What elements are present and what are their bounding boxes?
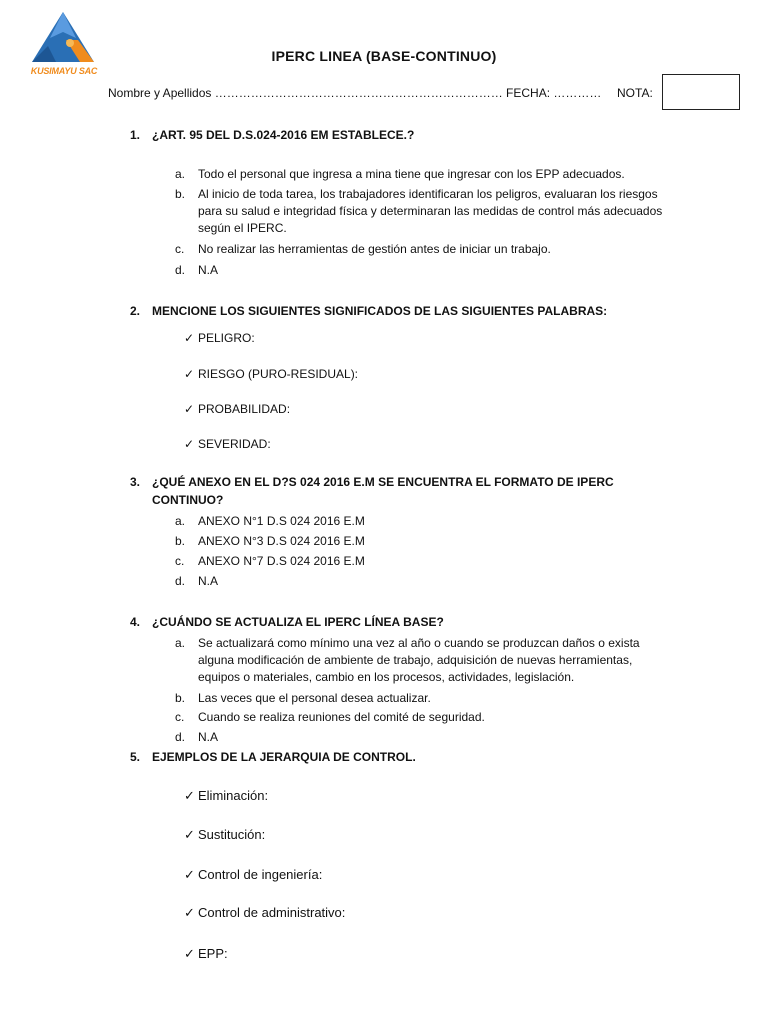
option-text: ANEXO N°3 D.S 024 2016 E.M (198, 534, 365, 548)
checkmark-icon: ✓ (184, 331, 195, 345)
option-letter: c. (175, 710, 185, 724)
check-item-sustitucion (184, 826, 265, 843)
check-item-riesgo (184, 366, 358, 383)
question-number: 1. (130, 128, 141, 142)
option-text: Las veces que el personal desea actualizar. (198, 691, 431, 705)
check-label: RIESGO (PURO-RESIDUAL): (198, 367, 359, 381)
name-date-field: Nombre y Apellidos ……………………………………………………………… FECHA: ………… (108, 86, 602, 100)
check-item-severidad (184, 436, 271, 453)
option-text: Al inicio de toda tarea, los trabajadores identificaran los peligros, evaluaran los riesgos para su salud e integridad física y determinaran las medidas de control más adecuados según el IPERC. (198, 187, 663, 235)
question-number: 4. (130, 615, 141, 629)
option-text: Se actualizará como mínimo una vez al año o cuando se produzcan daños o exista alguna modificación de ambiente de trabajo, adquisición de nuevas herramientas, equipos o materiales, cambio en los procesos, actividades, legislación. (198, 636, 640, 684)
checkmark-icon: ✓ (184, 402, 195, 416)
option-letter: a. (175, 514, 186, 528)
check-item-eliminacion (184, 787, 268, 804)
option-letter: d. (175, 574, 186, 588)
option-text: N.A (198, 574, 219, 588)
option-letter: b. (175, 187, 186, 201)
question-number: 3. (130, 475, 141, 489)
option-text: Todo el personal que ingresa a mina tiene que ingresar con los EPP adecuados. (198, 167, 625, 181)
check-label: Control de ingeniería: (198, 867, 323, 882)
question-text: ¿QUÉ ANEXO EN EL D?S 024 2016 E.M SE ENCUENTRA EL FORMATO DE IPERC CONTINUO? (152, 475, 614, 507)
check-label: PROBABILIDAD: (198, 402, 291, 416)
option-text: Cuando se realiza reuniones del comité de seguridad. (198, 710, 485, 724)
nota-box (662, 74, 740, 110)
check-item-probabilidad (184, 401, 290, 418)
checkmark-icon: ✓ (184, 867, 195, 882)
question-number: 2. (130, 304, 141, 318)
question-text: ¿CUÁNDO SE ACTUALIZA EL IPERC LÍNEA BASE? (152, 615, 444, 629)
checkmark-icon: ✓ (184, 827, 195, 842)
checkmark-icon: ✓ (184, 437, 195, 451)
check-label: Sustitución: (198, 827, 266, 842)
option-text: ANEXO N°1 D.S 024 2016 E.M (198, 514, 365, 528)
option-letter: a. (175, 636, 186, 650)
question-text: MENCIONE LOS SIGUIENTES SIGNIFICADOS DE LAS SIGUIENTES PALABRAS: (152, 304, 608, 318)
option-letter: b. (175, 534, 186, 548)
option-letter: b. (175, 691, 186, 705)
check-item-ingenieria (184, 866, 322, 883)
check-label: Eliminación: (198, 788, 269, 803)
option-text: N.A (198, 730, 219, 744)
company-logo (24, 10, 104, 80)
option-text: No realizar las herramientas de gestión antes de iniciar un trabajo. (198, 242, 551, 256)
question-number: 5. (130, 750, 141, 764)
check-item-epp (184, 945, 228, 962)
checkmark-icon: ✓ (184, 946, 195, 961)
check-item-administrativo (184, 904, 345, 921)
option-letter: d. (175, 730, 186, 744)
checkmark-icon: ✓ (184, 367, 195, 381)
checkmark-icon: ✓ (184, 788, 195, 803)
checkmark-icon: ✓ (184, 905, 195, 920)
option-letter: d. (175, 263, 186, 277)
option-letter: c. (175, 242, 185, 256)
check-item-peligro (184, 330, 255, 347)
option-text: N.A (198, 263, 219, 277)
question-text: EJEMPLOS DE LA JERARQUIA DE CONTROL. (152, 750, 416, 764)
logo-text: KUSIMAYU SAC (30, 66, 98, 76)
check-label: SEVERIDAD: (198, 437, 271, 451)
option-letter: c. (175, 554, 185, 568)
question-text: ¿ART. 95 DEL D.S.024-2016 EM ESTABLECE.? (152, 128, 415, 142)
option-letter: a. (175, 167, 186, 181)
check-label: PELIGRO: (198, 331, 255, 345)
option-text: ANEXO N°7 D.S 024 2016 E.M (198, 554, 365, 568)
check-label: EPP: (198, 946, 228, 961)
page-title: IPERC LINEA (BASE-CONTINUO) (271, 48, 497, 64)
nota-label: NOTA: (617, 86, 653, 100)
check-label: Control de administrativo: (198, 905, 346, 920)
